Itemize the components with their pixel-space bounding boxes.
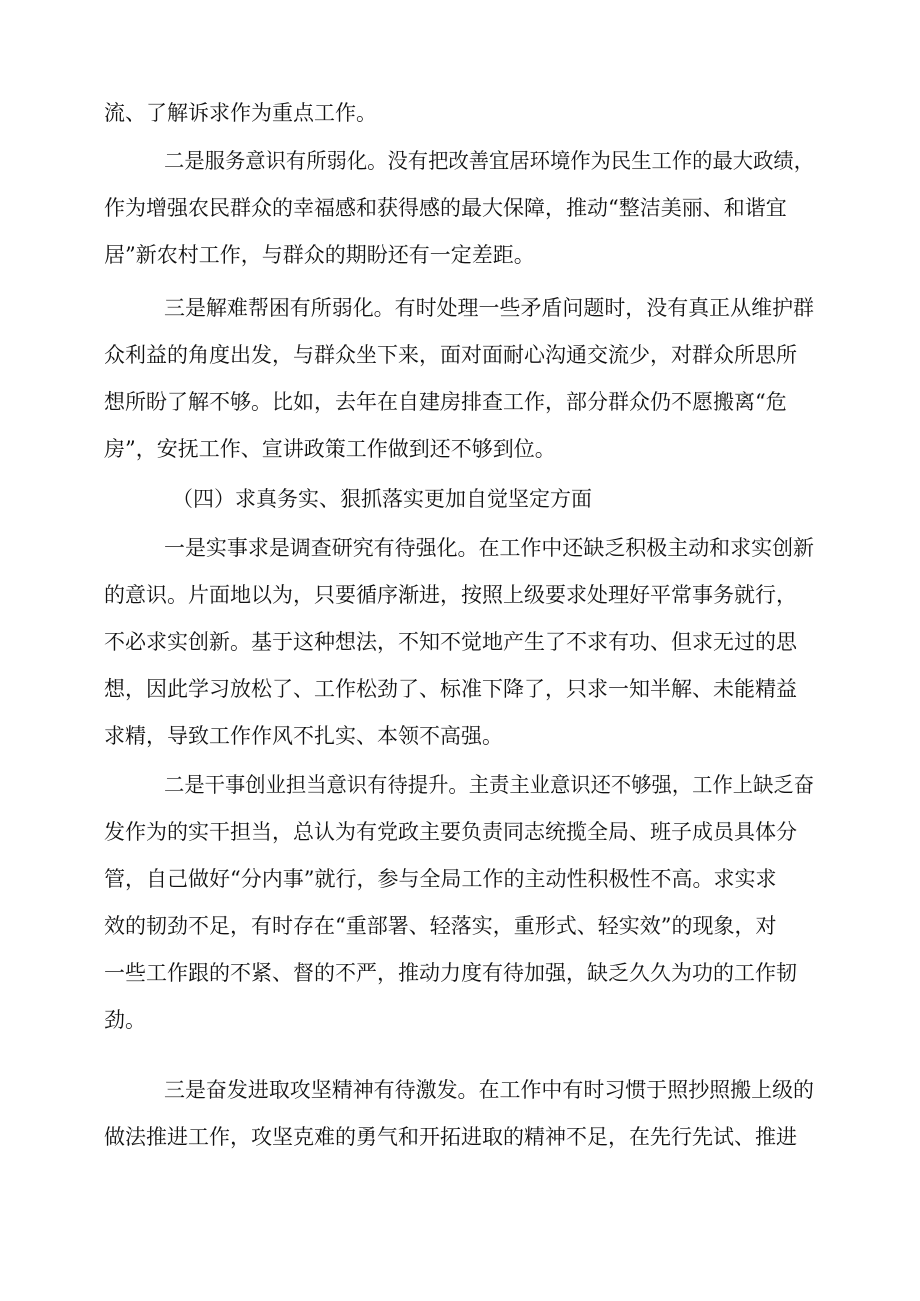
text-line: 居”新农村工作，与群众的期盼还有一定差距。: [104, 243, 535, 267]
text-line: 一是实事求是调查研究有待强化。在工作中还缺乏积极主动和求实创新: [164, 536, 815, 560]
text-line: 三是解难帮困有所弱化。有时处理一些矛盾问题时，没有真正从维护群: [164, 296, 815, 320]
text-line: 二是服务意识有所弱化。没有把改善宜居环境作为民生工作的最大政绩，: [164, 149, 815, 173]
text-line: 效的韧劲不足，有时存在“重部署、轻落实，重形式、轻实效”的现象，对: [104, 914, 777, 938]
text-line: 房”，安抚工作、宣讲政策工作做到还不够到位。: [104, 437, 556, 461]
text-line: 二是干事创业担当意识有待提升。主责主业意识还不够强，工作上缺乏奋: [164, 773, 815, 797]
text-line: 作为增强农民群众的幸福感和获得感的最大保障，推动“整洁美丽、和谐宜: [104, 196, 787, 220]
text-line: 众利益的角度出发，与群众坐下来，面对面耐心沟通交流少，对群众所思所: [104, 343, 797, 367]
text-line: 劲。: [104, 1008, 146, 1032]
text-line: 求精，导致工作作风不扎实、本领不高强。: [104, 724, 503, 748]
text-line: 管，自己做好“分内事”就行，参与全局工作的主动性积极性不高。求实求: [104, 867, 777, 891]
text-line: 三是奋发进取攻坚精神有待激发。在工作中有时习惯于照抄照搬上级的: [164, 1078, 815, 1102]
text-line: 发作为的实干担当，总认为有党政主要负责同志统揽全局、班子成员具体分: [104, 820, 797, 844]
text-line: 想，因此学习放松了、工作松劲了、标准下降了，只求一知半解、未能精益: [104, 677, 797, 701]
text-line: 做法推进工作，攻坚克难的勇气和开拓进取的精神不足，在先行先试、推进: [104, 1125, 797, 1149]
text-line: 一些工作跟的不紧、督的不严，推动力度有待加强，缺乏久久为功的工作韧: [104, 961, 797, 985]
text-line: 的意识。片面地以为，只要循序渐进，按照上级要求处理好平常事务就行，: [104, 583, 797, 607]
heading-text: （四）求真务实、狠抓落实更加自觉坚定方面: [172, 487, 592, 511]
text-line: 不必求实创新。基于这种想法，不知不觉地产生了不求有功、但求无过的思: [104, 630, 797, 654]
text-line: 流、了解诉求作为重点工作。: [104, 101, 377, 125]
text-line: 想所盼了解不够。比如，去年在自建房排查工作，部分群众仍不愿搬离“危: [104, 390, 787, 414]
